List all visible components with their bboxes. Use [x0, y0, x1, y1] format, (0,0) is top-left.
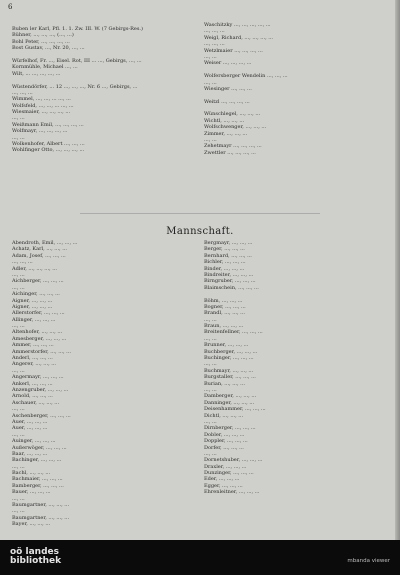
entry-line: ..., ...: [204, 450, 217, 457]
entry-line: Allerstorfer, ..., ..., ...: [12, 310, 65, 317]
entry-line: Baumgartner, ..., ..., ...: [12, 514, 70, 521]
entry-line: Wolfsfeld, ..., ..., ... ..., ...: [12, 102, 74, 109]
entry-line: Amesberger, ..., ..., ...: [12, 335, 67, 342]
column-top-right: [204, 22, 390, 162]
entry-line: Dorfer, ..., ..., ...: [204, 444, 244, 451]
entry-line: Dirnberger, ..., ..., ...: [204, 425, 256, 432]
entry-line: Doppler, ..., ..., ...: [204, 438, 248, 445]
entry-line: Baumgartner, ..., ..., ...: [12, 502, 70, 509]
entry-line: Auer, ..., ..., ...: [12, 418, 48, 425]
entry-line: Allinger, ..., ..., ...: [12, 316, 56, 323]
entry-line: Aigner, ..., ..., ...: [12, 303, 53, 310]
entry-line: Brandl, ..., ..., ...: [204, 310, 245, 317]
entry-line: Außerwöger, ..., ..., ...: [12, 444, 67, 451]
entry-line: ..., ..., ...: [12, 259, 33, 266]
entry-line: Bauer, ..., ..., ...: [12, 489, 51, 496]
entry-line: ..., ...: [204, 79, 217, 86]
entry-line: Wilt, ... ..., ..., ..., ...: [12, 70, 61, 77]
entry-line: Aichinger, ..., ..., ...: [12, 291, 60, 298]
entry-line: Altenhofer, ..., ..., ...: [12, 329, 63, 336]
entry-line: Zwettler ..., ..., ..., ...: [204, 149, 256, 156]
entry-line: Bachmaier, ..., ..., ...: [12, 476, 63, 483]
entry-line: Weitzl ..., ..., ..., ...: [204, 98, 250, 105]
entry-line: Bohl Peter, ..., ..., ..., ...: [12, 38, 70, 45]
entry-line: Bindreiter, ..., ..., ...: [204, 271, 254, 278]
page-spine-edge: [395, 0, 400, 540]
entry-line: Adler, ..., ..., ..., ...: [12, 265, 57, 272]
section-heading: Mannschaft.: [166, 226, 234, 237]
entry-line: Wolfschwenger, ..., ..., ...: [204, 124, 267, 131]
entry-line: Wimmel, ..., ..., ... ..., ...: [12, 96, 71, 103]
entry-line: ..., ...: [204, 316, 217, 323]
entry-line: Buben ler Karl, Pfl. 1. 1. Zw. III. W. (7 Gebirgs-Res.): [12, 26, 143, 32]
entry-line: Berger, ..., ..., ...: [204, 246, 245, 253]
entry-line: ..., ...: [204, 361, 217, 368]
entry-line: Bachinger, ..., ..., ...: [12, 457, 62, 464]
entry-line: ..., ...: [204, 53, 217, 60]
entry-line: Egger, ..., ..., ...: [204, 482, 243, 489]
entry-line: Bernhard, ..., ..., ...: [204, 252, 252, 259]
entry-line: Ammer, ..., ..., ...: [12, 342, 54, 349]
entry-line: Dunzinger, ..., ..., ...: [204, 470, 254, 477]
entry-line: Damberger, ..., ..., ...: [204, 393, 257, 400]
entry-line: Burian, ..., ..., ...: [204, 380, 245, 387]
entry-line: Dichtl, ..., ..., ...: [204, 412, 244, 419]
entry-line: Abendroth, Emil, ..., ..., ...: [12, 240, 78, 246]
entry-line: Buchinger, ..., ..., ...: [204, 355, 254, 362]
entry-line: Deisenhammer, ..., ..., ...: [204, 406, 266, 413]
entry-line: Blaimschein, ..., ..., ...: [204, 284, 259, 291]
entry-line: Danninger, ..., ..., ...: [204, 399, 255, 406]
entry-line: ..., ...: [204, 335, 217, 342]
entry-line: Eder, ..., ..., ...: [204, 476, 240, 483]
column-top-left: [12, 26, 197, 208]
entry-line: Ehrenleitner, ..., ..., ...: [204, 489, 260, 496]
entry-line: Wohlfinger Otto, ..., ..., ..., ...: [12, 147, 85, 154]
entry-line: Buchmayr, ..., ..., ...: [204, 367, 254, 374]
entry-line: Wichtl, ..., ..., ...: [204, 117, 245, 124]
entry-line: ..., ...: [12, 508, 25, 515]
entry-line: Anzengruber, ..., ..., ...: [12, 386, 69, 393]
entry-line: Zehetmayr ..., ..., ..., ...: [204, 143, 262, 150]
entry-line: Binder, ..., ..., ...: [204, 265, 245, 272]
entry-line: Böhm, ..., ..., ...: [204, 297, 243, 304]
entry-line: Achatz, Karl, ..., ..., ...: [12, 246, 67, 253]
entry-line: Weißmann Emil, ..., ..., ..., ...: [12, 121, 84, 128]
entry-line: Zimmer, ..., ..., ...: [204, 130, 248, 137]
logo-line-1: oö landes: [10, 547, 59, 557]
column-bottom-left: [12, 240, 198, 537]
entry-line: Braun, ..., ..., ...: [204, 323, 244, 330]
entry-line: Bayer, ..., ..., ...: [12, 521, 51, 528]
entry-line: Auinger, ..., ..., ...: [12, 438, 56, 445]
entry-line: ..., ...: [12, 323, 25, 330]
entry-line: Baar, ..., ..., ...: [12, 450, 48, 457]
entry-line: Waschitzky ..., ..., ..., ..., ...: [204, 22, 271, 28]
entry-line: ..., ...: [12, 284, 25, 291]
entry-line: Würfelhof, Fr. ..., Eisel. Rot, III ... ..., Gebirgs, ..., ...: [12, 57, 142, 64]
entry-line: Ankerl, ..., ..., ...: [12, 380, 53, 387]
entry-line: ..., ...: [12, 115, 25, 122]
entry-line: Aichberger, ..., ..., ...: [12, 278, 64, 285]
entry-line: Birngruber, ..., ..., ...: [204, 278, 256, 285]
entry-line: Aschauer, ..., ..., ...: [12, 399, 60, 406]
entry-line: Angermayr, ..., ..., ...: [12, 374, 64, 381]
page-number: 6: [8, 3, 13, 11]
entry-line: ..., ..., ...: [204, 28, 225, 35]
entry-line: Auer, ..., ..., ...: [12, 425, 48, 432]
entry-line: ..., ...: [204, 386, 217, 393]
entry-line: Aigner, ..., ..., ...: [12, 297, 53, 304]
viewer-label[interactable]: mbanda viewer: [347, 558, 390, 564]
logo-line-2: bibliothek: [10, 556, 62, 566]
entry-line: ..., ...: [12, 134, 25, 141]
entry-line: Bogner, ..., ..., ...: [204, 303, 246, 310]
entry-line: Wiesinger ..., ..., ...: [204, 85, 252, 92]
entry-line: ..., ...: [12, 495, 25, 502]
entry-line: Weiser ..., ..., ..., ...: [204, 60, 252, 67]
entry-line: Wolfersberger Wendelin ..., ..., ...: [204, 73, 288, 80]
entry-line: Burgstaller, ..., ..., ...: [204, 374, 256, 381]
entry-line: Breitenfellner, ..., ..., ...: [204, 329, 263, 336]
entry-line: Wüstendörfer, ... 12 ..., ..., ..., Nr. 6 ..., Gebirgs, ...: [12, 83, 138, 90]
entry-line: Bamberger, ..., ..., ...: [12, 482, 64, 489]
entry-line: Wetzlmaier ..., ..., ..., ...: [204, 47, 263, 54]
entry-line: ..., ...: [12, 406, 25, 413]
entry-line: ..., ...: [204, 137, 217, 144]
entry-line: Adam, Josef, ..., ..., ...: [12, 252, 66, 259]
entry-line: Bachl, ..., ..., ...: [12, 470, 51, 477]
entry-line: Weigl, Richard, ..., ..., ..., ...: [204, 34, 274, 41]
entry-line: Aschenberger, ..., ..., ...: [12, 412, 71, 419]
entry-line: ..., ..., ...: [204, 41, 225, 48]
entry-line: Dornetshuber, ..., ..., ...: [204, 457, 263, 464]
library-logo[interactable]: [10, 548, 61, 566]
entry-line: Anderl, ..., ..., ...: [12, 355, 53, 362]
entry-line: ..., ...: [204, 418, 217, 425]
entry-line: Dobler, ..., ..., ...: [204, 431, 245, 438]
entry-line: Bost Gustav, ..., Nr. 20, ..., ...: [12, 45, 85, 52]
section-divider: [80, 213, 320, 214]
entry-line: ..., ...: [12, 271, 25, 278]
entry-line: Kornmühle, Michael ..., ...: [12, 64, 78, 71]
entry-line: Wolkenhofer, Albert ..., ..., ...: [12, 141, 85, 148]
entry-line: Ammerstorfer, ..., ..., ...: [12, 348, 71, 355]
entry-line: Arnold, ..., ..., ...: [12, 393, 53, 400]
entry-line: Wolfmayr, ..., ..., ..., ...: [12, 128, 68, 135]
entry-line: ..., ...: [12, 463, 25, 470]
entry-line: Bichler, ..., ..., ...: [204, 259, 246, 266]
entry-line: ..., ...: [12, 431, 25, 438]
column-bottom-right: [204, 240, 390, 502]
entry-line: Bühner, ..., ..., ..., (..., ...): [12, 32, 74, 39]
entry-line: ..., ...: [12, 367, 25, 374]
entry-line: Buchberger, ..., ..., ...: [204, 348, 258, 355]
entry-line: ..., ..., ...: [12, 89, 33, 96]
entry-line: Angerer, ..., ..., ...: [12, 361, 57, 368]
entry-line: Brunner, ..., ..., ...: [204, 342, 249, 349]
entry-line: Wünschlegel, ..., ..., ...: [204, 111, 261, 118]
entry-line: Wiesmaier, ..., ..., ..., ...: [12, 109, 71, 116]
entry-line: Bergmayr, ..., ..., ...: [204, 240, 253, 246]
entry-line: Draxler, ..., ..., ...: [204, 463, 247, 470]
